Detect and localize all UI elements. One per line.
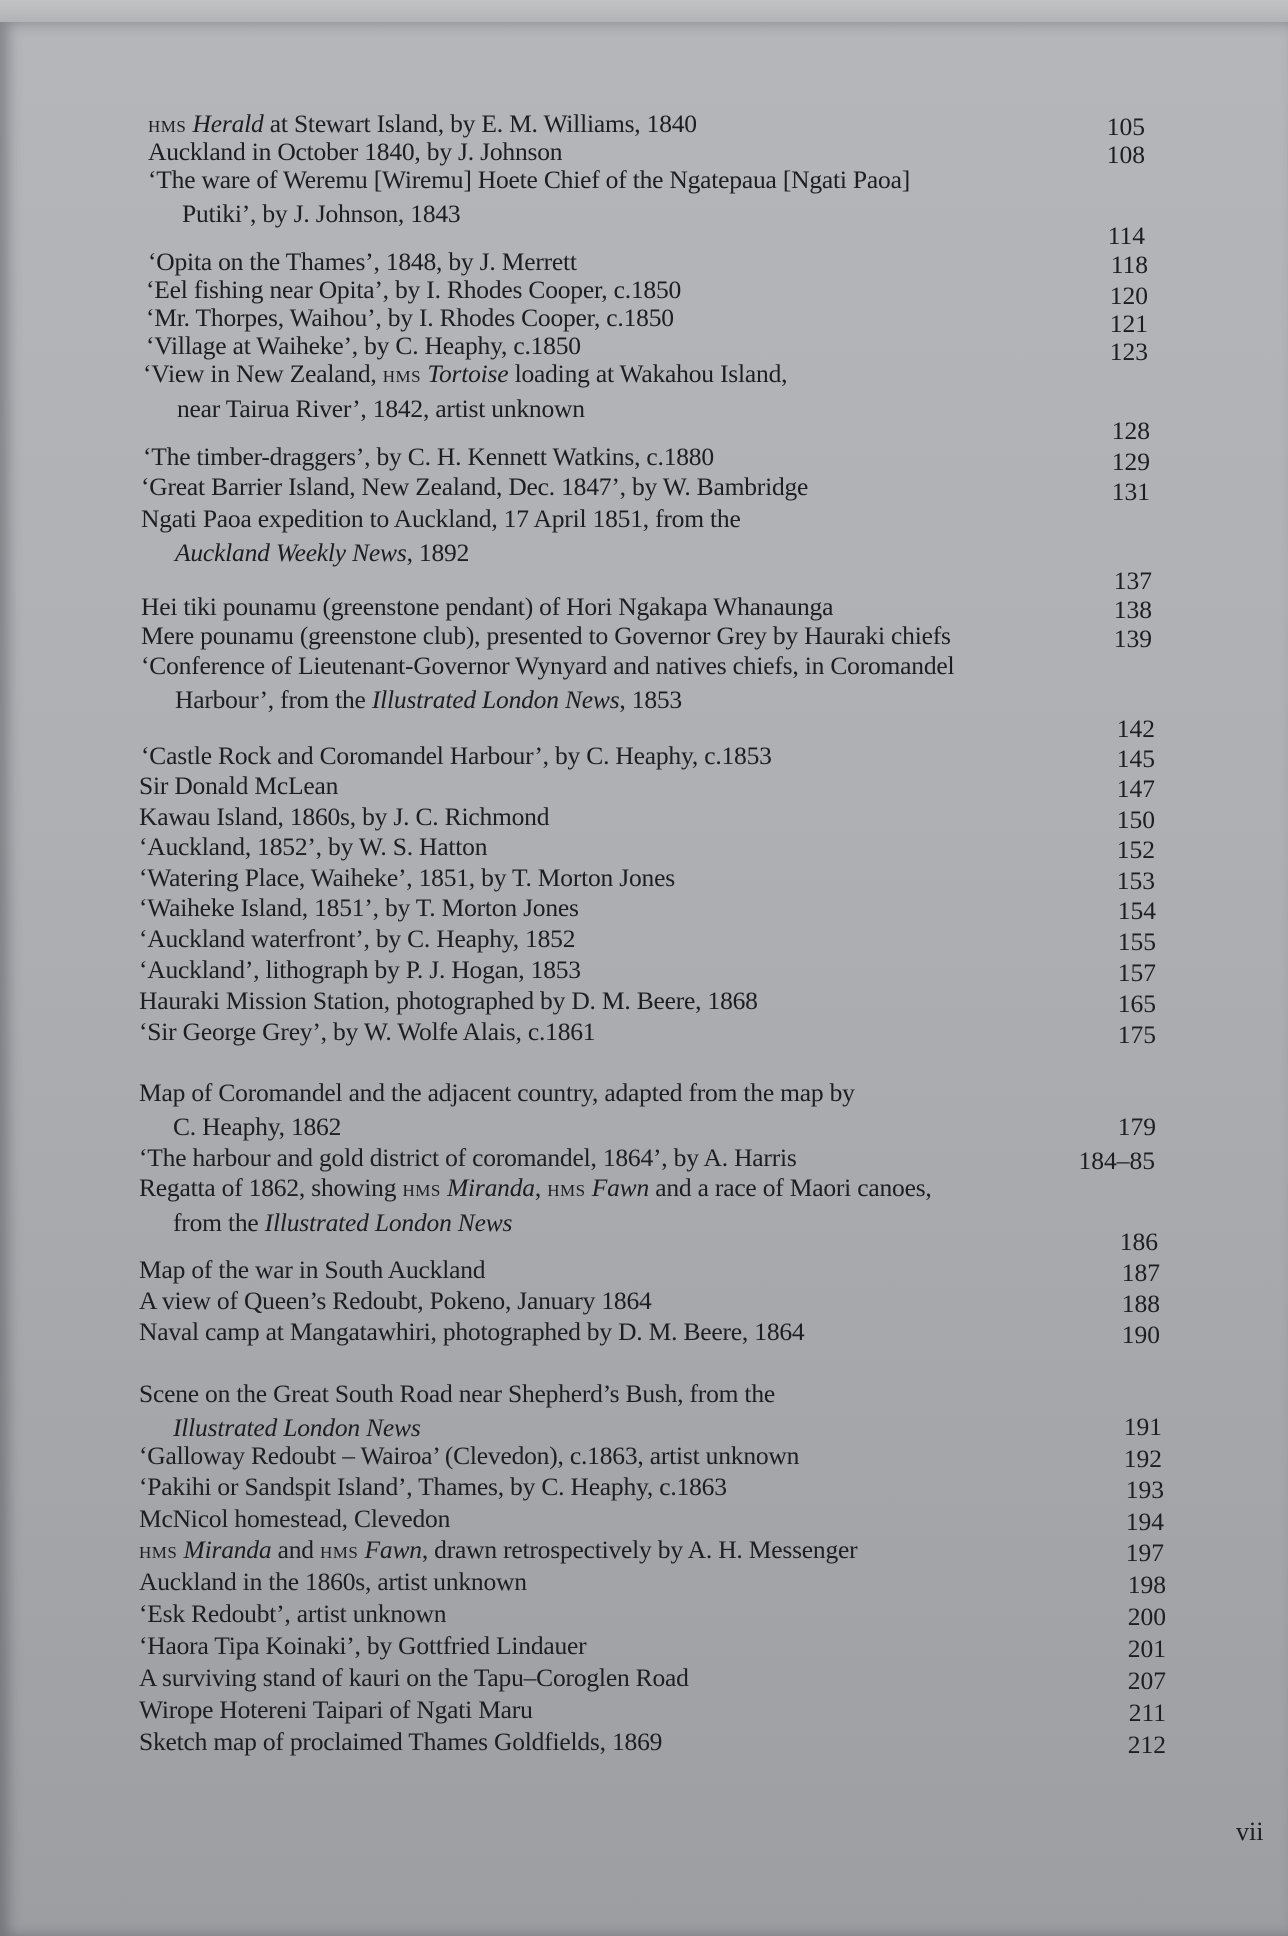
page-number: 190 (1121, 1320, 1160, 1349)
page-number: 145 (1116, 744, 1155, 773)
caption-line-1: ‘Eel fishing near Opita’, by I. Rhodes Cooper, c.1850 (146, 275, 682, 304)
list-item (139, 1141, 797, 1175)
page-number: 211 (1128, 1698, 1166, 1727)
caption-line-1: Scene on the Great South Road near Shepherd’s Bush, from the (139, 1379, 775, 1408)
page-number: 121 (1109, 309, 1148, 338)
caption-line-1: ‘The harbour and gold district of coromandel, 1864’, by A. Harris (139, 1143, 797, 1172)
caption-line-1: Mere pounamu (greenstone club), presented to Governor Grey by Hauraki chiefs (141, 621, 951, 650)
caption-line-1: ‘Watering Place, Waiheke’, 1851, by T. Morton Jones (139, 863, 675, 892)
italic-title: Fawn (591, 1173, 650, 1202)
page-number: 137 (1113, 566, 1152, 595)
italic-title: Fawn (364, 1535, 422, 1564)
caption-line-1: Kawau Island, 1860s, by J. C. Richmond (139, 802, 550, 831)
caption-line-1: Auckland in the 1860s, artist unknown (139, 1567, 527, 1596)
caption-line-1: Hauraki Mission Station, photographed by D. M. Beere, 1868 (139, 986, 758, 1015)
list-item (139, 1253, 485, 1287)
book-page (0, 22, 1288, 1936)
list-item (139, 1284, 652, 1318)
caption-line-1: ‘Galloway Redoubt – Wairoa’ (Clevedon), c.1863, artist unknown (139, 1441, 800, 1470)
list-item (139, 1439, 799, 1473)
page-number: 201 (1127, 1634, 1166, 1663)
page-number: 114 (1107, 221, 1145, 250)
page-number: 105 (1106, 112, 1145, 141)
page-number: 147 (1116, 774, 1155, 803)
list-item (139, 891, 579, 925)
page-number: 187 (1121, 1258, 1160, 1287)
list-item (141, 502, 741, 570)
page-number: 139 (1113, 624, 1152, 653)
page-number: 150 (1116, 805, 1155, 834)
caption-line-1: Auckland in October 1840, by J. Johnson (148, 137, 563, 166)
caption-line-1: ‘Village at Waiheke’, by C. Heaphy, c.1850 (146, 331, 581, 360)
caption-line-1: McNicol homestead, Clevedon (139, 1504, 451, 1533)
list-item (141, 470, 808, 504)
page-number: 200 (1127, 1602, 1166, 1631)
caption-line-1: ‘The timber-draggers’, by C. H. Kennett Watkins, c.1880 (143, 442, 714, 471)
list-item (139, 800, 549, 834)
caption-line-2: Auckland Weekly News, 1892 (175, 538, 470, 567)
caption-line-1: ‘Sir George Grey’, by W. Wolfe Alais, c.1861 (139, 1017, 596, 1046)
list-item (139, 1470, 727, 1504)
caption-line-2: near Tairua River’, 1842, artist unknown (177, 394, 585, 423)
caption-line-1: A surviving stand of kauri on the Tapu–Coroglen Road (139, 1663, 689, 1692)
caption-line-1: hms Miranda and hms Fawn, drawn retrospectively by A. H. Messenger (139, 1535, 858, 1564)
ship-prefix: hms (319, 1537, 359, 1564)
list-item (139, 1015, 595, 1049)
page-number: 108 (1106, 140, 1145, 169)
italic-title: Illustrated London News (371, 685, 620, 714)
list-item (139, 1565, 527, 1599)
list-item (148, 163, 910, 231)
page-number: 191 (1123, 1412, 1162, 1441)
page-number: 120 (1109, 281, 1148, 310)
italic-title: Auckland Weekly News (175, 538, 407, 567)
italic-title: Herald (192, 109, 264, 138)
list-item (139, 1661, 689, 1695)
list-item (139, 1597, 446, 1631)
caption-line-1: Regatta of 1862, showing hms Miranda, hms Fawn and a race of Maori canoes, (139, 1173, 932, 1202)
italic-title: Illustrated London News (264, 1208, 513, 1237)
caption-line-1: ‘Mr. Thorpes, Waihou’, by I. Rhodes Cooper, c.1850 (146, 303, 674, 332)
list-item (143, 357, 787, 426)
list-item (139, 953, 581, 987)
caption-line-1: ‘Auckland’, lithograph by P. J. Hogan, 1853 (139, 955, 581, 984)
list-item (143, 440, 714, 474)
italic-title: Tortoise (427, 359, 509, 388)
caption-line-1: Map of Coromandel and the adjacent country, adapted from the map by (139, 1078, 855, 1107)
page-number: 184–85 (1078, 1146, 1155, 1175)
ship-prefix: hms (382, 361, 422, 388)
caption-line-1: Ngati Paoa expedition to Auckland, 17 April 1851, from the (141, 504, 741, 533)
caption-line-1: ‘Opita on the Thames’, 1848, by J. Merrett (148, 247, 577, 276)
page-number: 154 (1117, 896, 1156, 925)
page-number: 188 (1121, 1289, 1160, 1318)
page-number: 186 (1119, 1227, 1158, 1256)
list-item (139, 1315, 804, 1349)
caption-line-1: Map of the war in South Auckland (139, 1255, 486, 1284)
list-item (139, 1629, 586, 1663)
list-item (139, 1725, 662, 1759)
page-number: 123 (1109, 337, 1148, 366)
ship-prefix: hms (148, 111, 187, 138)
page-number: 194 (1125, 1507, 1164, 1536)
caption-line-1: Naval camp at Mangatawhiri, photographed by D. M. Beere, 1864 (139, 1317, 805, 1346)
page-folio: vii (1236, 1817, 1264, 1846)
ship-prefix: hms (139, 1537, 178, 1564)
page-number: 175 (1117, 1020, 1156, 1049)
page-top-edge (0, 0, 1288, 22)
page-number: 165 (1117, 989, 1156, 1018)
page-number: 212 (1127, 1730, 1166, 1759)
page-number: 207 (1127, 1666, 1166, 1695)
list-item (141, 619, 951, 653)
page-number: 192 (1123, 1444, 1162, 1473)
list-item (141, 739, 772, 773)
caption-line-1: ‘Auckland, 1852’, by W. S. Hatton (139, 832, 488, 861)
page-number: 138 (1113, 595, 1152, 624)
list-item (139, 1076, 855, 1144)
caption-line-1: Wirope Hotereni Taipari of Ngati Maru (139, 1695, 533, 1724)
page-number: 193 (1125, 1475, 1164, 1504)
list-item (141, 649, 954, 717)
caption-line-2: Putiki’, by J. Johnson, 1843 (182, 199, 461, 228)
list-item (139, 769, 338, 803)
page-number: 131 (1111, 477, 1150, 506)
caption-line-1: ‘Castle Rock and Coromandel Harbour’, by C. Heaphy, c.1853 (141, 741, 772, 770)
caption-line-2: C. Heaphy, 1862 (173, 1112, 342, 1141)
caption-line-1: ‘Great Barrier Island, New Zealand, Dec. 1847’, by W. Bambridge (141, 472, 809, 501)
caption-line-1: ‘Conference of Lieutenant-Governor Wynyard and natives chiefs, in Coromandel (141, 651, 955, 680)
page-number: 197 (1125, 1538, 1164, 1567)
italic-title: Miranda (446, 1173, 535, 1202)
ship-prefix: hms (402, 1175, 441, 1202)
caption-line-2: Harbour’, from the Illustrated London News, 1853 (175, 685, 682, 714)
page-number: 128 (1111, 416, 1150, 445)
italic-title: Miranda (183, 1535, 272, 1564)
caption-line-1: ‘View in New Zealand, hms Tortoise loading at Wakahou Island, (143, 359, 788, 388)
list-item (139, 1693, 533, 1727)
caption-line-1: ‘Pakihi or Sandspit Island’, Thames, by C. Heaphy, c.1863 (139, 1472, 727, 1501)
list-item (139, 861, 675, 895)
list-item (139, 1171, 932, 1240)
italic-title: Illustrated London News (173, 1413, 421, 1442)
caption-line-1: Sir Donald McLean (139, 771, 339, 800)
caption-line-1: Hei tiki pounamu (greenstone pendant) of Hori Ngakapa Whanaunga (141, 592, 834, 621)
caption-line-1: ‘Haora Tipa Koinaki’, by Gottfried Lindauer (139, 1631, 587, 1660)
page-number: 118 (1110, 250, 1148, 279)
caption-line-1: ‘The ware of Weremu [Wiremu] Hoete Chief of the Ngatepaua [Ngati Paoa] (148, 165, 910, 194)
list-item (139, 922, 575, 956)
page-number: 179 (1117, 1112, 1156, 1141)
list-item (139, 1502, 450, 1536)
list-item (139, 984, 758, 1018)
list-item (139, 830, 487, 864)
page-number: 152 (1116, 835, 1155, 864)
list-item (139, 1377, 775, 1445)
page-number: 129 (1111, 447, 1150, 476)
caption-line-1: hms Herald at Stewart Island, by E. M. Williams, 1840 (148, 109, 697, 138)
caption-line-1: A view of Queen’s Redoubt, Pokeno, January 1864 (139, 1286, 652, 1315)
page-number: 198 (1127, 1570, 1166, 1599)
page-number: 155 (1117, 927, 1156, 956)
caption-line-1: ‘Auckland waterfront’, by C. Heaphy, 1852 (139, 924, 576, 953)
page-number: 157 (1117, 958, 1156, 987)
caption-line-1: Sketch map of proclaimed Thames Goldfields, 1869 (139, 1727, 663, 1756)
caption-line-2: from the Illustrated London News (173, 1208, 513, 1237)
page-number: 142 (1116, 714, 1155, 743)
caption-line-1: ‘Waiheke Island, 1851’, by T. Morton Jones (139, 893, 579, 922)
caption-line-1: ‘Esk Redoubt’, artist unknown (139, 1599, 447, 1628)
ship-prefix: hms (547, 1175, 586, 1202)
list-item (139, 1533, 857, 1568)
page-number: 153 (1116, 866, 1155, 895)
